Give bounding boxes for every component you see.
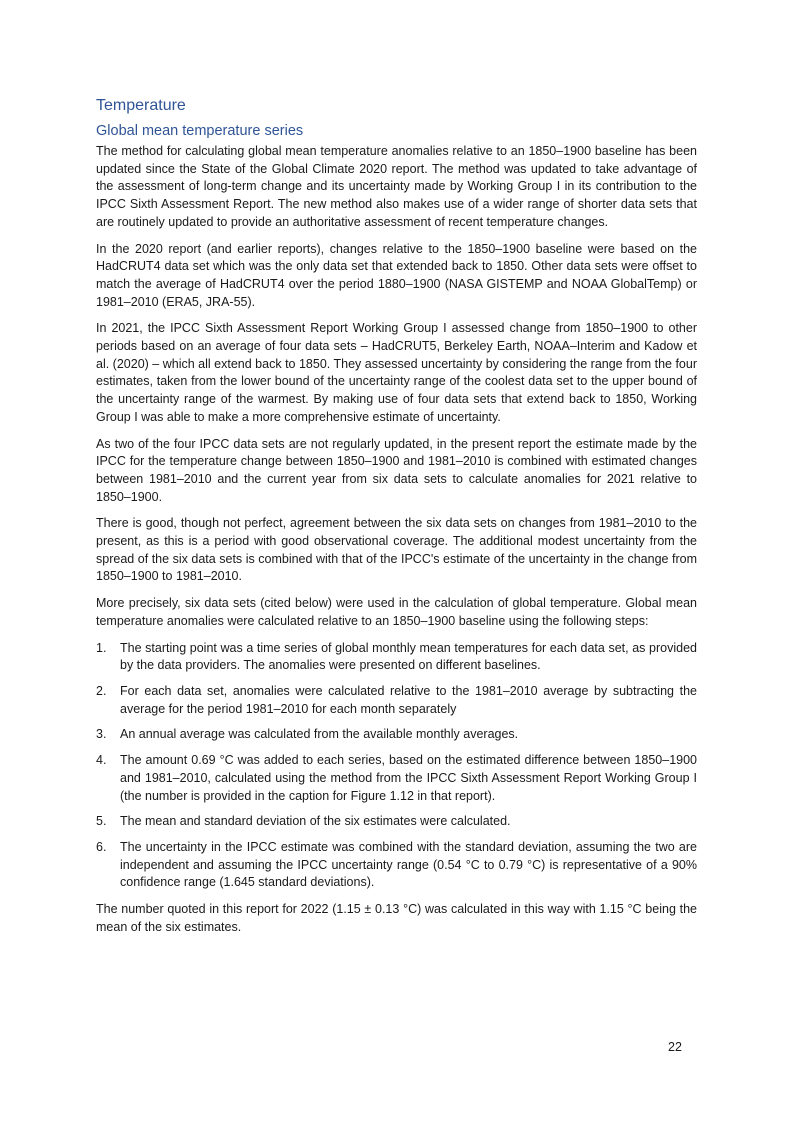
paragraph-ipcc-2021: In 2021, the IPCC Sixth Assessment Report Working Group I assessed change from 1850–1900 to other periods based on an average of four data sets – HadCRUT5, Berkeley Earth, NOAA–Interim and Kadow et al. (2020) – which all extend back to 1850. They assessed uncertainty by considering the range from the four estimates, taken from the lower bound of the uncertainty range of the coolest data set to the upper bound of the uncertainty range of the warmest. By making use of four data sets that extend back to 1850, Working Group I was able to make a more comprehensive estimate of uncertainty. [96, 321, 697, 424]
list-item [96, 839, 697, 892]
list-item-text: The amount 0.69 °C was added to each series, based on the estimated difference between 1850–1900 and 1981–2010, calculated using the method from the IPCC Sixth Assessment Report Working Group I (the number is provided in the caption for Figure 1.12 in that report). [120, 753, 697, 803]
list-item-number: 4. [96, 753, 107, 768]
paragraph-steps-intro: More precisely, six data sets (cited below) were used in the calculation of global temperature. Global mean temperature anomalies were calculated relative to an 1850–1900 baseline using the following steps: [96, 596, 697, 628]
paragraph-method-update: The method for calculating global mean temperature anomalies relative to an 1850–1900 baseline has been updated since the State of the Global Climate 2020 report. The method was updated to take advantage of the assessment of long-term change and its uncertainty made by Working Group I in its contribution to the IPCC Sixth Assessment Report. The new method also makes use of a wider range of shorter data sets that are routinely updated to provide an authoritative assessment of recent temperature changes. [96, 144, 697, 229]
paragraph-closing: The number quoted in this report for 2022 (1.15 ± 0.13 °C) was calculated in this way with 1.15 °C being the mean of the six estimates. [96, 902, 697, 934]
list-item-number: 6. [96, 839, 107, 854]
paragraph-agreement: There is good, though not perfect, agreement between the six data sets on changes from 1981–2010 to the present, as this is a period with good observational coverage. The additional modest uncertainty from the spread of the six data sets is combined with that of the IPCC's estimate of the uncertainty in the change from 1850–1900 to 1981–2010. [96, 516, 697, 584]
paragraph-2020-report: In the 2020 report (and earlier reports), changes relative to the 1850–1900 baseline were based on the HadCRUT4 data set which was the only data set that extended back to 1850. Other data sets were offset to match the average of HadCRUT4 over the period 1880–1900 (NASA GISTEMP and NOAA GlobalTemp) or 1981–2010 (ERA5, JRA-55). [96, 241, 697, 309]
list-item-number: 3. [96, 727, 107, 742]
paragraph-combined-estimate: As two of the four IPCC data sets are not regularly updated, in the present report the estimate made by the IPCC for the temperature change between 1850–1900 and 1981–2010 is combined with estimated changes between 1981–2010 and the current year from six data sets to calculate anomalies for 2021 relative to 1850–1900. [96, 436, 697, 504]
list-item [96, 726, 697, 744]
list-item-number: 5. [96, 814, 107, 829]
document-page [96, 96, 697, 945]
page-number: 22 [668, 1040, 682, 1054]
list-item-number: 1. [96, 640, 107, 655]
list-item [96, 813, 697, 831]
section-title: Temperature [96, 97, 186, 114]
list-item [96, 683, 697, 718]
list-item-number: 2. [96, 683, 107, 698]
subsection-title: Global mean temperature series [96, 123, 304, 139]
list-item-text: The uncertainty in the IPCC estimate was combined with the standard deviation, assuming the two are independent and assuming the IPCC uncertainty range (0.54 °C to 0.79 °C) is representative of a 90% confidence range (1.645 standard deviations). [120, 839, 697, 890]
steps-list [96, 640, 697, 892]
list-item-text: An annual average was calculated from the available monthly averages. [120, 727, 519, 742]
list-item-text: The starting point was a time series of global monthly mean temperatures for each data set, as provided by the data providers. The anomalies were presented on different baselines. [120, 640, 697, 673]
list-item [96, 752, 697, 805]
list-item-text: For each data set, anomalies were calculated relative to the 1981–2010 average by subtracting the average for the period 1981–2010 for each month separately [120, 683, 697, 716]
list-item-text: The mean and standard deviation of the six estimates were calculated. [120, 814, 511, 829]
list-item [96, 640, 697, 675]
